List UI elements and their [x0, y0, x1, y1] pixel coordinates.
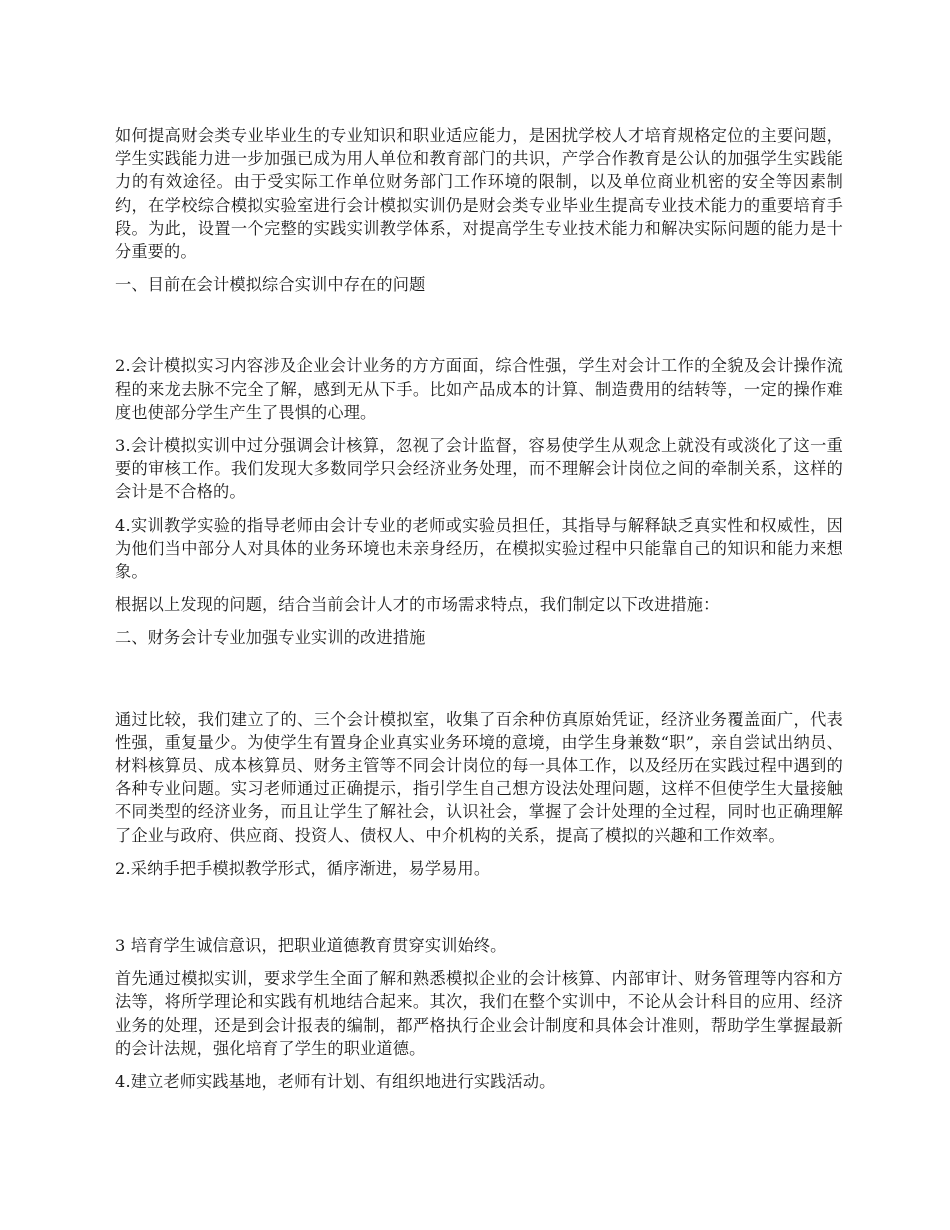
measure-item-3: 3 培育学生诚信意识，把职业道德教育贯穿实训始终。: [115, 936, 507, 956]
blank-spacer: [115, 306, 843, 354]
section-heading-measures: 二、财务会计专业加强专业实训的改进措施: [115, 628, 426, 648]
problem-item-4: 4.实训教学实验的指导老师由会计专业的老师或实验员担任，其指导与解释缺乏真实性和权威性，因为他们当中部分人对具体的业务环境也未亲身经历，在模拟实验过程中只能靠自己的知识和能力来想象。: [115, 515, 843, 582]
problem-item-2: 2.会计模拟实习内容涉及企业会计业务的方方面面，综合性强，学生对会计工作的全貌及会计操作流程的来龙去脉不完全了解，感到无从下手。比如产品成本的计算、制造费用的结转等，一定的操作难度也使部分学生产生了畏惧的心理。: [115, 356, 843, 422]
intro-paragraph: 如何提高财会类专业毕业生的专业知识和职业适应能力，是困扰学校人才培育规格定位的主要问题，学生实践能力进一步加强已成为用人单位和教育部门的共识，产学合作教育是公认的加强学生实践能力的有效途径。由于受实际工作单位财务部门工作环境的限制，以及单位商业机密的安全等因素制约，在学校综合模拟实验室进行会计模拟实训仍是财会类专业毕业生提高专业技术能力的重要培育手段。为此，设置一个完整的实践实训教学体系，对提高学生专业技术能力和解决实际问题的能力是十分重要的。: [115, 126, 843, 262]
blank-spacer: [115, 660, 843, 708]
problem-item-3: 3.会计模拟实训中过分强调会计核算，忽视了会计监督，容易使学生从观念上就没有或淡化了这一重要的审核工作。我们发现大多数同学只会经济业务处理，而不理解会计岗位之间的牵制关系，这样的会计是不合格的。: [115, 436, 843, 502]
measure-item-2: 2.采纳手把手模拟教学形式，循序渐进，易学易用。: [115, 858, 491, 878]
measure-item-4: 4.建立老师实践基地，老师有计划、有组织地进行实践活动。: [115, 1072, 556, 1092]
blank-spacer: [115, 890, 843, 934]
measure-paragraph-3-detail: 首先通过模拟实训，要求学生全面了解和熟悉模拟企业的会计核算、内部审计、财务管理等内容和方法等，将所学理论和实践有机地结合起来。其次，我们在整个实训中，不论从会计科目的应用、经济业务的处理，还是到会计报表的编制，都严格执行企业会计制度和具体会计准则，帮助学生掌握最新的会计法规，强化培育了学生的职业道德。: [115, 969, 843, 1058]
section-heading-problems: 一、目前在会计模拟综合实训中存在的问题: [115, 275, 426, 295]
transition-paragraph: 根据以上发现的问题，结合当前会计人才的市场需求特点，我们制定以下改进措施：: [115, 595, 720, 615]
measure-paragraph-1: 通过比较，我们建立了的、三个会计模拟室，收集了百余种仿真原始凭证，经济业务覆盖面广，代表性强，重复量少。为使学生有置身企业真实业务环境的意境，由学生身兼数“职”，亲自尝试出纳员、材料核算员、成本核算员、财务主管等不同会计岗位的每一具体工作，以及经历在实践过程中遇到的各种专业问题。实习老师通过正确提示，指引学生自己想方设法处理问题，这样不但使学生大量接触不同类型的经济业务，而且让学生了解社会，认识社会，掌握了会计处理的全过程，同时也正确理解了企业与政府、供应商、投资人、债权人、中介机构的关系，提高了模拟的兴趣和工作效率。: [115, 709, 843, 845]
document-body: [115, 124, 843, 1103]
